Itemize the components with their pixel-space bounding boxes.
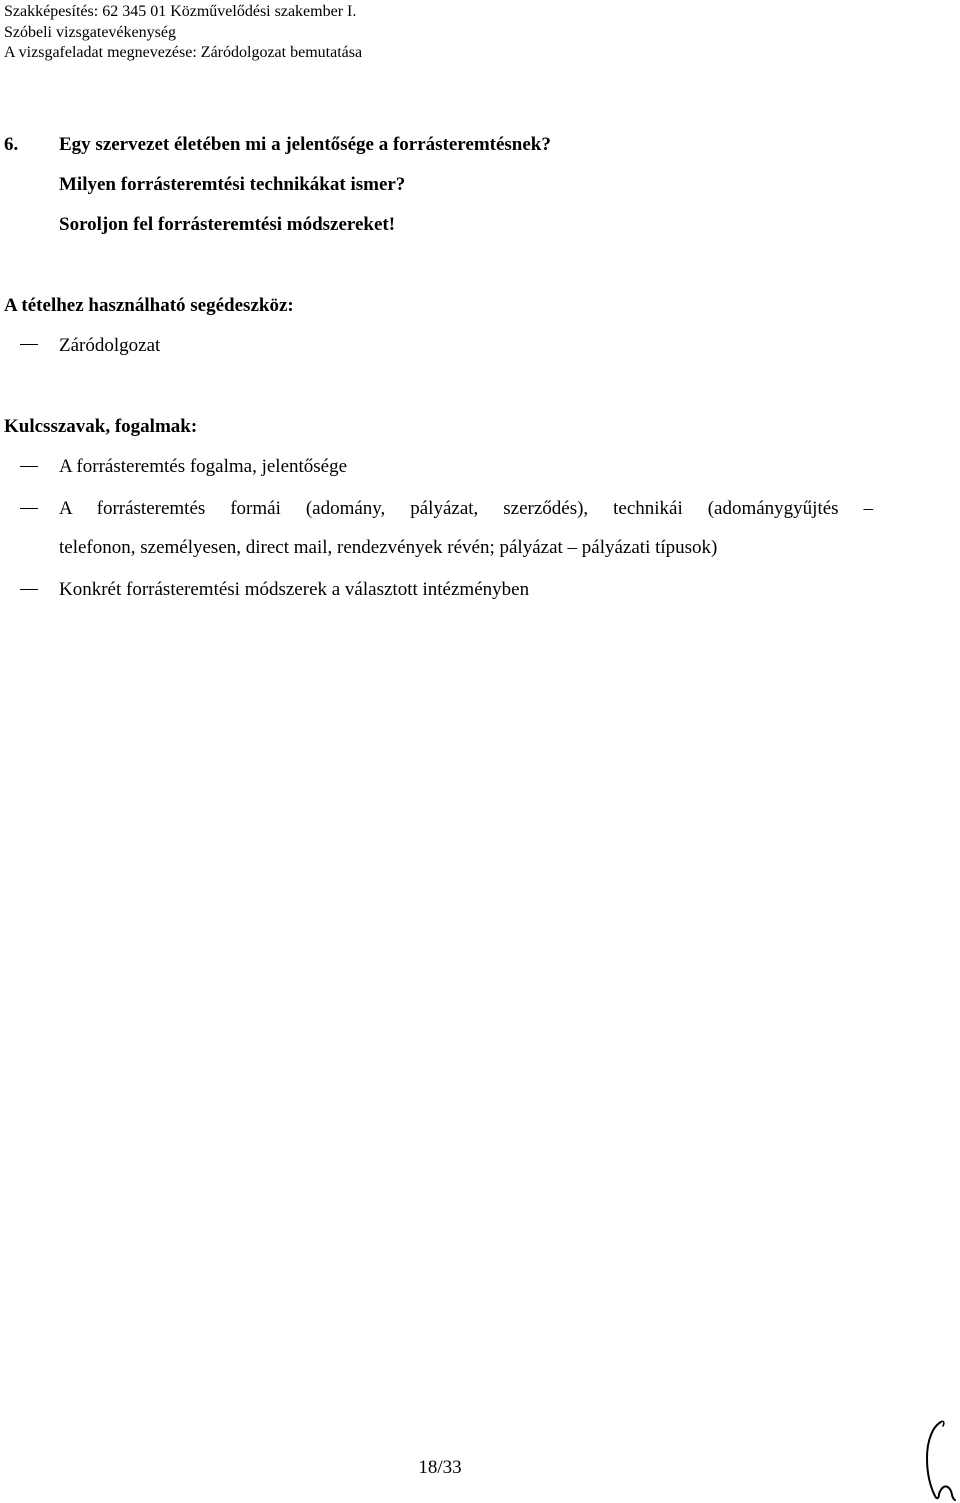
header-qualification: Szakképesítés: 62 345 01 Közművelődési szakember I. xyxy=(4,3,357,20)
keyword-item-3: Konkrét forrásteremtési módszerek a választott intézményben xyxy=(59,579,530,600)
keyword-item-2-line-2: telefonon, személyesen, direct mail, rendezvények révén; pályázat – pályázati típusok) xyxy=(59,537,718,558)
header-task-name: A vizsgafeladat megnevezése: Záródolgozat bemutatása xyxy=(4,44,363,61)
signature-mark xyxy=(915,1418,960,1503)
aids-item: Záródolgozat xyxy=(59,335,161,356)
page-number: 18/33 xyxy=(418,1457,462,1478)
aids-heading: A tételhez használható segédeszköz: xyxy=(4,295,294,316)
question-line-2: Milyen forrásteremtési technikákat ismer? xyxy=(59,174,406,195)
header-exam-activity: Szóbeli vizsgatevékenység xyxy=(4,24,176,41)
question-line-3: Soroljon fel forrásteremtési módszereket! xyxy=(59,214,396,235)
dash-bullet xyxy=(20,589,38,590)
keywords-heading: Kulcsszavak, fogalmak: xyxy=(4,416,198,437)
question-number: 6. xyxy=(4,134,19,155)
keyword-item-1: A forrásteremtés fogalma, jelentősége xyxy=(59,456,348,477)
dash-bullet xyxy=(20,508,38,509)
dash-bullet xyxy=(20,344,38,345)
dash-bullet xyxy=(20,466,38,467)
keyword-item-2-line-1: A forrásteremtés formái (adomány, pályázat, szerződés), technikái (adománygyűjtés – xyxy=(59,498,873,519)
question-line-1: Egy szervezet életében mi a jelentősége a forrásteremtésnek? xyxy=(59,134,551,155)
